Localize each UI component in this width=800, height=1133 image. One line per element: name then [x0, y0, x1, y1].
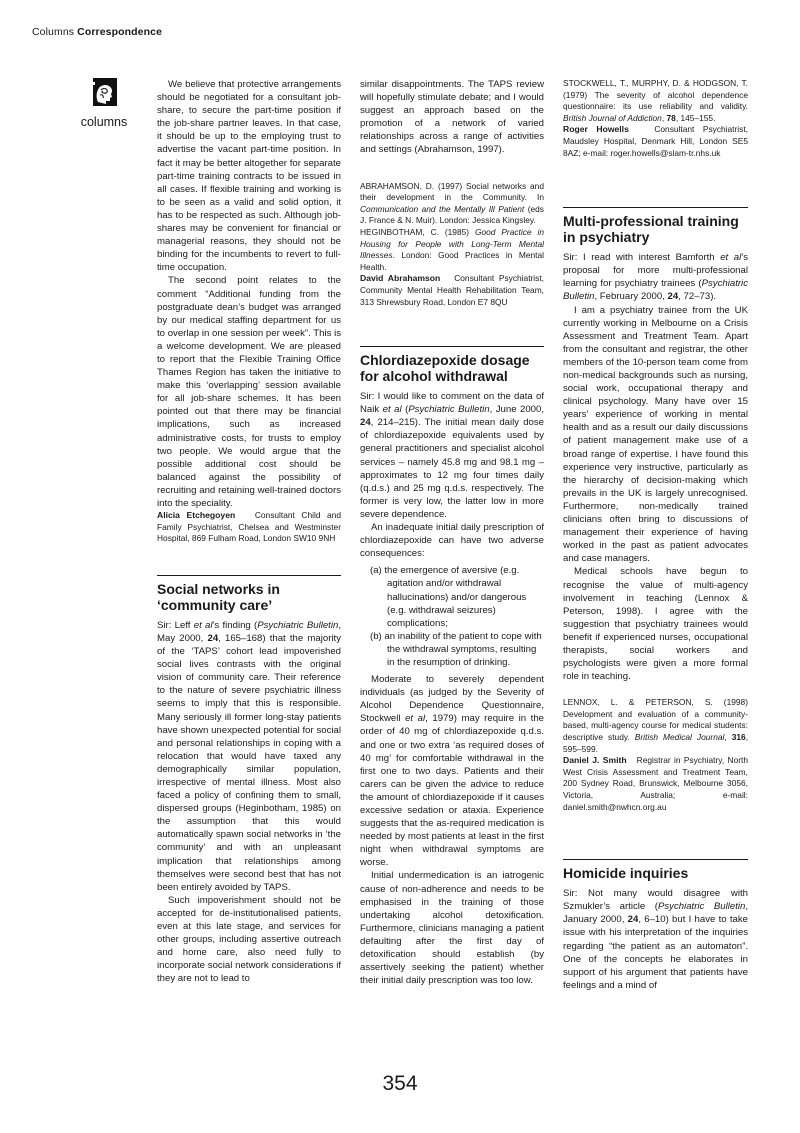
- column-3: [563, 78, 748, 992]
- header-subsection: Correspondence: [77, 26, 163, 38]
- paragraph: The second point relates to the comment “Additional funding from the postgraduate dean’s budget was arranged by our medical staffing department for us to overlap in one session per week”. This is a welcome development. We are pleased to report that the Flexible Training Office Thames Region has taken the initiative to make this ‘overlapping’ session available for all job-share schemes. It has been pointed out that there may be financial implications, such as increased administrative costs, for trusts to employ two people. We would argue that the possible additional cost should be balanced against the possibility of recruiting and retaining well-trained doctors into the speciality.: [157, 275, 341, 509]
- paragraph: Sir: Not many would disagree with Szmukler’s article (Psychiatric Bulletin, January 2000, 24, 6–10) but I have to take issue with his interpretation of the inquiries regarding “the patient as an automaton”. One of the concepts he elaborates in support of his argument that patients have feelings and a mind of: [563, 888, 749, 991]
- author-signature: [157, 510, 341, 545]
- consequence-list: [360, 564, 544, 669]
- paragraph: Sir: Leff et al’s finding (Psychiatric Bulletin, May 2000, 24, 165–168) that the majority of the ‘TAPS’ cohort lead impoverished social lives contrasts with the original vision of community care. Their reference to the nature of severe psychiatric illness seems to imply that this is responsible. Many seriously ill former long-stay patients have shown unexpected potential for social and personal relationships in coping with a relocation that would have taxed any demographically similar population, irrespective of mental illness. Most also faced a policy of confining them to small, dispersed groups (Heginbotham, 1985) on the assumption that this would automatically spawn social networks in ‘the community’ and with an unpleasant implication that relationships among themselves were second best that has not been entirely avoided by TAPS.: [157, 619, 341, 893]
- author-affiliation: Registrar in Psychiatry, North West Crisis Assessment and Treatment Team, 200 Sydney Road, Brunswick, Melbourne 3056, Victoria, Australia; e-mail: daniel.smith@nwhcn.org.au: [563, 755, 748, 812]
- letter-homicide-inquiries: [563, 859, 748, 992]
- header-section: Columns: [32, 26, 75, 38]
- letter-title: Social networks in ‘community care’: [157, 580, 280, 613]
- running-header: [32, 26, 162, 38]
- paragraph: I am a psychiatry trainee from the UK currently working in Melbourne on a Crisis Assessment and Treatment Team. Apart from the consultant and registrar, the other members of the 10-person team come from non-medical backgrounds such as nursing, social work, occupational therapy and clinical psychology. Many have over 15 years’ experience of working in mental health and as a result our daily discussions of patient management make use of a broad range of expertise. I have found this experience very instructive, particularly as the hierarchy of decision-making which prevails in the UK is largely unrecognised. Furthermore, non-medically trained clinicians often bring to discussions of management their experience of having worked in the past as patient advocates and case managers.: [563, 304, 748, 565]
- author-name: Roger Howells: [563, 124, 629, 135]
- paragraph: Sir: I read with interest Bamforth et al’s proposal for more multi-professional learning for psychiatry trainees (Psychiatric Bulletin, February 2000, 24, 72–73).: [563, 252, 748, 303]
- author-name: Alicia Etchegoyen: [157, 510, 236, 521]
- columns-logo: [74, 76, 134, 129]
- paragraph: similar disappointments. The TAPS review will hopefully stimulate debate; and I would suggest an approach based on the promotion of a network of varied relationships across a range of activities and settings (Abrahamson, 1997).: [360, 79, 544, 156]
- letter-title: Chlordiazepoxide dosage for alcohol withdrawal: [360, 352, 530, 385]
- author-affiliation: Consultant Child and Family Psychiatrist, Chelsea and Westminster Hospital, 869 Fulham Road, London SW10 9NH: [157, 510, 341, 544]
- column-2: [360, 78, 544, 987]
- letter-chlordiazepoxide: [360, 346, 544, 987]
- author-affiliation: Consultant Psychiatrist, Maudsley Hospital, Denmark Hill, London SE5 8AZ; e-mail: roger.howells@slam-tr.nhs.uk: [563, 124, 748, 158]
- page-number: 354: [382, 1072, 418, 1095]
- paragraph: Such impoverishment should not be accepted for de-institutionalised patients, even at this late stage, and services for other groups, including assertive outreach and home care, also need fully to incorporate social network considerations if they are not to lead to: [157, 894, 341, 985]
- list-item: (b) an inability of the patient to cope with the withdrawal symptoms, resulting in the resumption of drinking.: [370, 630, 542, 668]
- paragraph: Sir: I would like to comment on the data of Naik et al (Psychiatric Bulletin, June 2000, 24, 214–215). The initial mean daily dose of chlordiazepoxide equivalents used by general practitioners and specialist alcohol services – namely 45.8 mg and 98.1 mg – approximates to 12 mg four times daily (q.d.s.) and 25 mg q.d.s. respectively. The former is very low, the latter low in more severe dependence.: [360, 391, 545, 520]
- letter-social-networks: [157, 575, 341, 986]
- letter-multi-professional: [563, 207, 748, 813]
- logo-label: columns: [80, 115, 128, 129]
- letter-title: Homicide inquiries: [563, 865, 689, 882]
- author-name: David Abrahamson: [360, 273, 441, 284]
- author-signature: [360, 273, 544, 308]
- paragraph: Initial undermedication is an iatrogenic cause of non-adherence and needs to be emphasised in the training of those undertaking alcohol detoxification. Furthermore, clinicians managing a patient defaulting after the first day of detoxification should establish (by assertively seeking the patient) whether their initial daily prescription was too low.: [360, 870, 544, 987]
- author-affiliation: Consultant Psychiatrist, Community Mental Health Rehabilitation Team, 313 Shrewsbury Road, London E7 8QU: [360, 273, 545, 307]
- reference: LENNOX, L. & PETERSON, S. (1998) Development and evaluation of a community-based, multi-agency course for medical students: descriptive study. British Medical Journal, 316, 595–599.: [563, 697, 749, 754]
- reference: ABRAHAMSON, D. (1997) Social networks and their development in the Community. In Communication and the Mentally Ill Patient (eds J. France & N. Muir). London: Jessica Kingsley.: [360, 180, 544, 226]
- column-1: [157, 78, 341, 986]
- reference: HEGINBOTHAM, C. (1985) Good Practice in Housing for People with Long-Term Mental Illnesses. London: Good Practices in Mental Health.: [360, 226, 544, 272]
- paragraph: Medical schools have begun to recognise the value of multi-agency involvement in teaching (Lennox & Peterson, 1998). I agree with the suggestion that psychiatry trainees would benefit if experienced nurses, occupational therapists, social workers and psychologists were given a more formal role in teaching.: [563, 566, 748, 683]
- author-signature: [563, 755, 748, 813]
- paragraph: An inadequate initial daily prescription of chlordiazepoxide can have two adverse consequences:: [360, 522, 544, 560]
- letter-title: Multi-professional training in psychiatry: [563, 213, 739, 246]
- reference: STOCKWELL, T., MURPHY, D. & HODGSON, T. (1979) The severity of alcohol dependence questionnaire: its use reliability and validity. British Journal of Addiction, 78, 145–155.: [563, 78, 748, 123]
- paragraph: Moderate to severely dependent individuals (as judged by the Severity of Alcohol Dependence Questionnaire, Stockwell et al, 1979) may require in the order of 40 mg of chlordiazepoxide q.d.s. and one or two extra ‘as required doses of 40 mg’ for comfortable withdrawal in the first one to two days. Patients and their carers can be given the advice to reduce the amount of chlordiazepoxide if it causes excessive sedation or ataxia. Experience suggests that the as-required medication is needed by most patients at least in the first night when withdrawal symptoms are worse.: [360, 674, 544, 869]
- author-signature: [563, 124, 748, 159]
- head-profile-icon: [89, 76, 119, 108]
- list-item: (a) the emergence of aversive (e.g. agitation and/or withdrawal hallucinations) and/or dangerous (e.g. withdrawal seizures) complications;: [370, 565, 527, 629]
- author-name: Daniel J. Smith: [563, 755, 627, 766]
- paragraph: We believe that protective arrangements should be negotiated for a consultant job-share, to secure the part-time position if the job-share partner leaves. In that case, it should be up to the employing trust to advertise the vacant part-time position. In fact it may be better altogether for separate part-time training contracts to be issued in all cases. If flexible training and working is to be seen as a valid and solid option, it has to be respected as such. Although job-shares may be convenient for financial or managerial reasons, they should not be binding for the incumbents to revert to full-time occupation.: [157, 79, 341, 274]
